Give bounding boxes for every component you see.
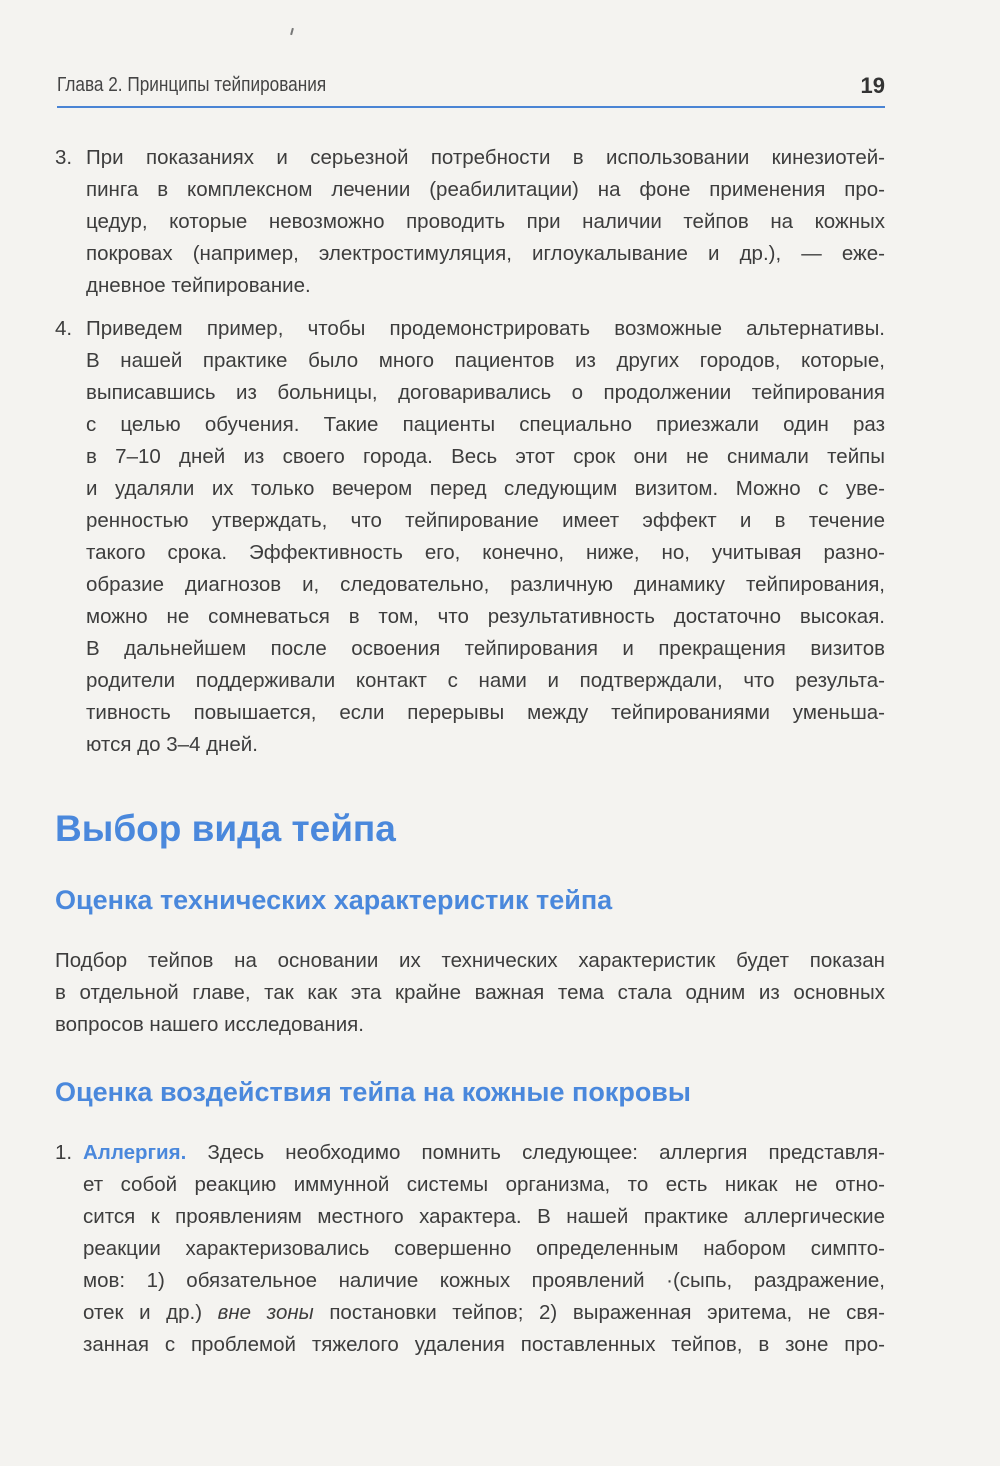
chapter-title: Глава 2. Принципы тейпирования xyxy=(57,74,327,96)
text-line: можно не сомневаться в том, что результативность достаточно высокая. xyxy=(86,605,885,628)
list-item-text xyxy=(86,313,885,761)
running-header xyxy=(57,70,885,106)
text-line: образие диагнозов и, следовательно, различную динамику тейпирования, xyxy=(86,573,885,596)
text-line: такого срока. Эффективность его, конечно, ниже, но, учитывая разно- xyxy=(86,541,885,564)
text-line: В нашей практике было много пациентов из других городов, которые, xyxy=(86,349,885,372)
text-line: реакции характеризовались совершенно определенным набором симпто- xyxy=(83,1237,885,1260)
text-line xyxy=(83,1137,885,1169)
text-line: ренностью утверждать, что тейпирование имеет эффект и в течение xyxy=(86,509,885,532)
text-line: родители поддерживали контакт с нами и подтверждали, что результа- xyxy=(86,669,885,692)
text-line: и удаляли их только вечером перед следующим визитом. Можно с уве- xyxy=(86,477,885,500)
text-line: Подбор тейпов на основании их технических характеристик будет показан xyxy=(55,949,885,972)
text-line: мов: 1) обязательное наличие кожных проявлений ·(сыпь, раздражение, xyxy=(83,1269,885,1292)
text-run: отек и др.) xyxy=(83,1301,218,1324)
section-heading: Выбор вида тейпа xyxy=(55,808,396,849)
header-rule xyxy=(57,106,885,108)
text-line: с целью обучения. Такие пациенты специально приезжали один раз xyxy=(86,413,885,436)
text-run: Здесь необходимо помнить следующее: аллергия представля- xyxy=(186,1141,885,1164)
text-line: пинга в комплексном лечении (реабилитации) на фоне применения про- xyxy=(86,178,885,201)
text-line: При показаниях и серьезной потребности в использовании кинезиотей- xyxy=(86,146,885,169)
list-number: 4. xyxy=(55,317,73,340)
text-line: ются до 3–4 дней. xyxy=(86,733,258,756)
text-run: постановки тейпов; 2) выраженная эритема, не свя- xyxy=(313,1301,885,1324)
keyword-allergy: Аллергия. xyxy=(83,1141,187,1164)
text-line: в отдельной главе, так как эта крайне важная тема стала одним из основных xyxy=(55,981,885,1004)
text-line: покровах (например, электростимуляция, иглоукалывание и др.), — еже- xyxy=(86,242,885,265)
text-line: ет собой реакцию иммунной системы организма, то есть никак не отно- xyxy=(83,1173,885,1196)
text-line: Приведем пример, чтобы продемонстрировать возможные альтернативы. xyxy=(86,317,885,340)
text-line: в 7–10 дней из своего города. Весь этот срок они не снимали тейпы xyxy=(86,445,885,468)
page-number: 19 xyxy=(860,73,885,98)
text-line: занная с проблемой тяжелого удаления поставленных тейпов, в зоне про- xyxy=(83,1333,885,1356)
scan-mark xyxy=(290,28,294,35)
text-line: тивность повышается, если перерывы между тейпированиями уменьша- xyxy=(86,701,885,724)
text-line: цедур, которые невозможно проводить при наличии тейпов на кожных xyxy=(86,210,885,233)
list-number: 1. xyxy=(55,1141,73,1164)
text-line xyxy=(83,1297,885,1329)
paragraph-technical xyxy=(55,945,885,1041)
subsection-heading-skin: Оценка воздействия тейпа на кожные покровы xyxy=(55,1077,691,1107)
list-item-text xyxy=(83,1137,885,1361)
text-line: сится к проявлениям местного характера. В нашей практике аллергические xyxy=(83,1205,885,1228)
text-line: дневное тейпирование. xyxy=(86,274,311,297)
text-line: выписавшись из больницы, договаривались о продолжении тейпирования xyxy=(86,381,885,404)
text-line: В дальнейшем после освоения тейпирования и прекращения визитов xyxy=(86,637,885,660)
list-item-text xyxy=(86,142,885,302)
text-line: вопросов нашего исследования. xyxy=(55,1013,364,1036)
list-number: 3. xyxy=(55,146,73,169)
italic-run: вне зоны xyxy=(217,1301,314,1324)
subsection-heading-technical: Оценка технических характеристик тейпа xyxy=(55,885,613,915)
